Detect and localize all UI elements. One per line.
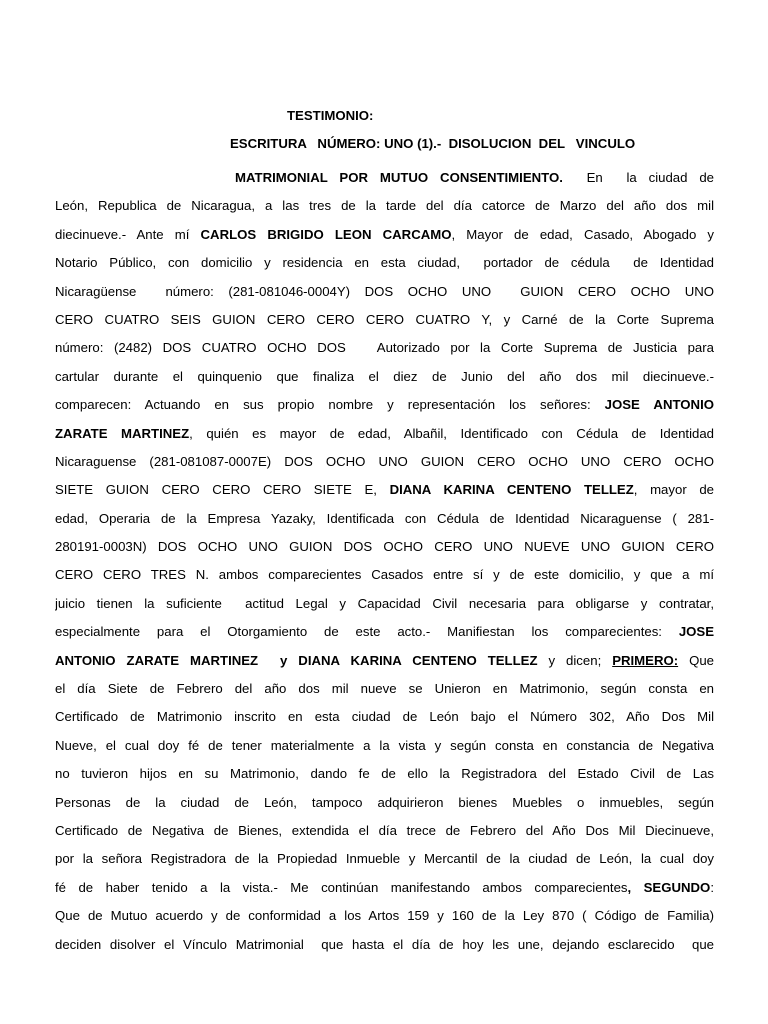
bold-text: CARLOS BRIGIDO LEON CARCAMO (200, 226, 452, 242)
text-run: juicio tienen la suficiente actitud Legal y Capacidad Civil necesaria para obligarse y contratar, (55, 595, 714, 611)
text-line (55, 192, 714, 220)
text-line (55, 732, 714, 760)
bold-text: ZARATE MARTINEZ (55, 425, 190, 441)
text-run: Notario Público, con domicilio y residencia en esta ciudad, portador de cédula de Identidad (55, 255, 714, 271)
text-run: Certificado de Negativa de Bienes, extendida el día trece de Febrero del Año Dos Mil Diecinueve, (55, 822, 714, 838)
text-run: 280191-0003N) DOS OCHO UNO GUION DOS OCHO CERO UNO NUEVE UNO GUION CERO (55, 539, 714, 555)
text-line (55, 590, 714, 618)
text-run: Personas de la ciudad de León, tampoco adquirieron bienes Muebles o inmuebles, según (55, 794, 714, 810)
escritura-title: ESCRITURA NÚMERO: UNO (1).- DISOLUCION DEL VINCULO (230, 136, 636, 151)
text-line (55, 476, 714, 504)
text-line (55, 278, 714, 306)
text-run: diecinueve.- Ante mí (55, 226, 201, 242)
text-run: el día Siete de Febrero del año dos mil nueve se Unieron en Matrimonio, según consta en (55, 681, 714, 697)
text-run: número: (2482) DOS CUATRO OCHO DOS Autorizado por la Corte Suprema de Justicia para (55, 340, 714, 356)
text-run: no tuvieron hijos en su Matrimonio, dando fe de ello la Registradora del Estado Civil de Las (55, 766, 714, 782)
bold-text: JOSE (678, 624, 714, 640)
text-line (55, 817, 714, 845)
bold-text: JOSE ANTONIO (604, 397, 714, 413)
text-line (55, 448, 714, 476)
text-line (55, 647, 714, 675)
text-run: CERO CERO TRES N. ambos comparecientes Casados entre sí y de este domicilio, y que a mí (55, 567, 714, 583)
text-run: Que de Mutuo acuerdo y de conformidad a los Artos 159 y 160 de la Ley 870 ( Código de Familia) (55, 908, 714, 924)
text-line (55, 221, 714, 249)
text-line (55, 561, 714, 589)
text-run: deciden disolver el Vínculo Matrimonial que hasta el día de hoy les une, dejando esclarecido que (55, 936, 714, 952)
text-run: , Mayor de edad, Casado, Abogado y (451, 226, 714, 242)
text-line (55, 618, 714, 646)
text-line (55, 760, 714, 788)
text-run: y dicen; (537, 652, 613, 668)
document-body (55, 164, 714, 959)
text-run: Certificado de Matrimonio inscrito en esta ciudad de León bajo el Número 302, Año Dos Mil (55, 709, 714, 725)
text-run: León, Republica de Nicaragua, a las tres de la tarde del día catorce de Marzo del año dos mil (55, 198, 714, 214)
text-line (55, 391, 714, 419)
text-run: CERO CUATRO SEIS GUION CERO CERO CERO CUATRO Y, y Carné de la Corte Suprema (55, 311, 714, 327)
bold-text: DIANA KARINA CENTENO TELLEZ (389, 482, 634, 498)
text-line (55, 249, 714, 277)
testimonio-label: TESTIMONIO: (287, 108, 374, 123)
text-run: por la señora Registradora de la Propiedad Inmueble y Mercantil de la ciudad de León, la cual doy (55, 851, 714, 867)
text-run: Nueve, el cual doy fé de tener materialmente a la vista y según consta en constancia de Negativa (55, 737, 714, 753)
text-line (55, 874, 714, 902)
bold-text: ANTONIO ZARATE MARTINEZ y DIANA KARINA CENTENO TELLEZ (55, 652, 538, 668)
text-run: : (710, 879, 714, 895)
text-run: , mayor de (633, 482, 714, 498)
text-line (55, 334, 714, 362)
text-run: SIETE GUION CERO CERO CERO SIETE E, (55, 482, 390, 498)
text-line (55, 164, 714, 192)
text-line (55, 703, 714, 731)
text-run: fé de haber tenido a la vista.- Me continúan manifestando ambos comparecientes (55, 879, 628, 895)
text-line (55, 505, 714, 533)
text-line (55, 306, 714, 334)
text-run: edad, Operaria de la Empresa Yazaky, Identificada con Cédula de Identidad Nicaraguense ( 281- (55, 510, 714, 526)
text-line (55, 902, 714, 930)
text-run (631, 880, 643, 895)
underlined-bold-text: PRIMERO: (612, 652, 679, 668)
text-run: cartular durante el quinquenio que finaliza el diez de Junio del año dos mil diecinueve.- (55, 368, 714, 384)
text-run: Nicaraguense (281-081087-0007E) DOS OCHO UNO GUION CERO OCHO UNO CERO OCHO (55, 453, 714, 469)
text-line (55, 533, 714, 561)
text-run: Nicaragüense número: (281-081046-0004Y) DOS OCHO UNO GUION CERO OCHO UNO (55, 283, 714, 299)
text-run: Que (678, 652, 714, 668)
text-run: En la ciudad de (562, 170, 714, 185)
text-run: comparecen: Actuando en sus propio nombre y representación los señores: (55, 397, 605, 413)
text-line (55, 363, 714, 391)
text-run: , quién es mayor de edad, Albañil, Identificado con Cédula de Identidad (189, 425, 714, 441)
text-line (55, 845, 714, 873)
text-line (55, 789, 714, 817)
bold-text: SEGUNDO (643, 879, 711, 895)
bold-text: MATRIMONIAL POR MUTUO CONSENTIMIENTO. (235, 170, 563, 185)
text-line (55, 420, 714, 448)
text-line (55, 675, 714, 703)
text-run: especialmente para el Otorgamiento de este acto.- Manifiestan los comparecientes: (55, 624, 679, 640)
text-line (55, 931, 714, 959)
underlined-bold-text: , (627, 879, 632, 895)
